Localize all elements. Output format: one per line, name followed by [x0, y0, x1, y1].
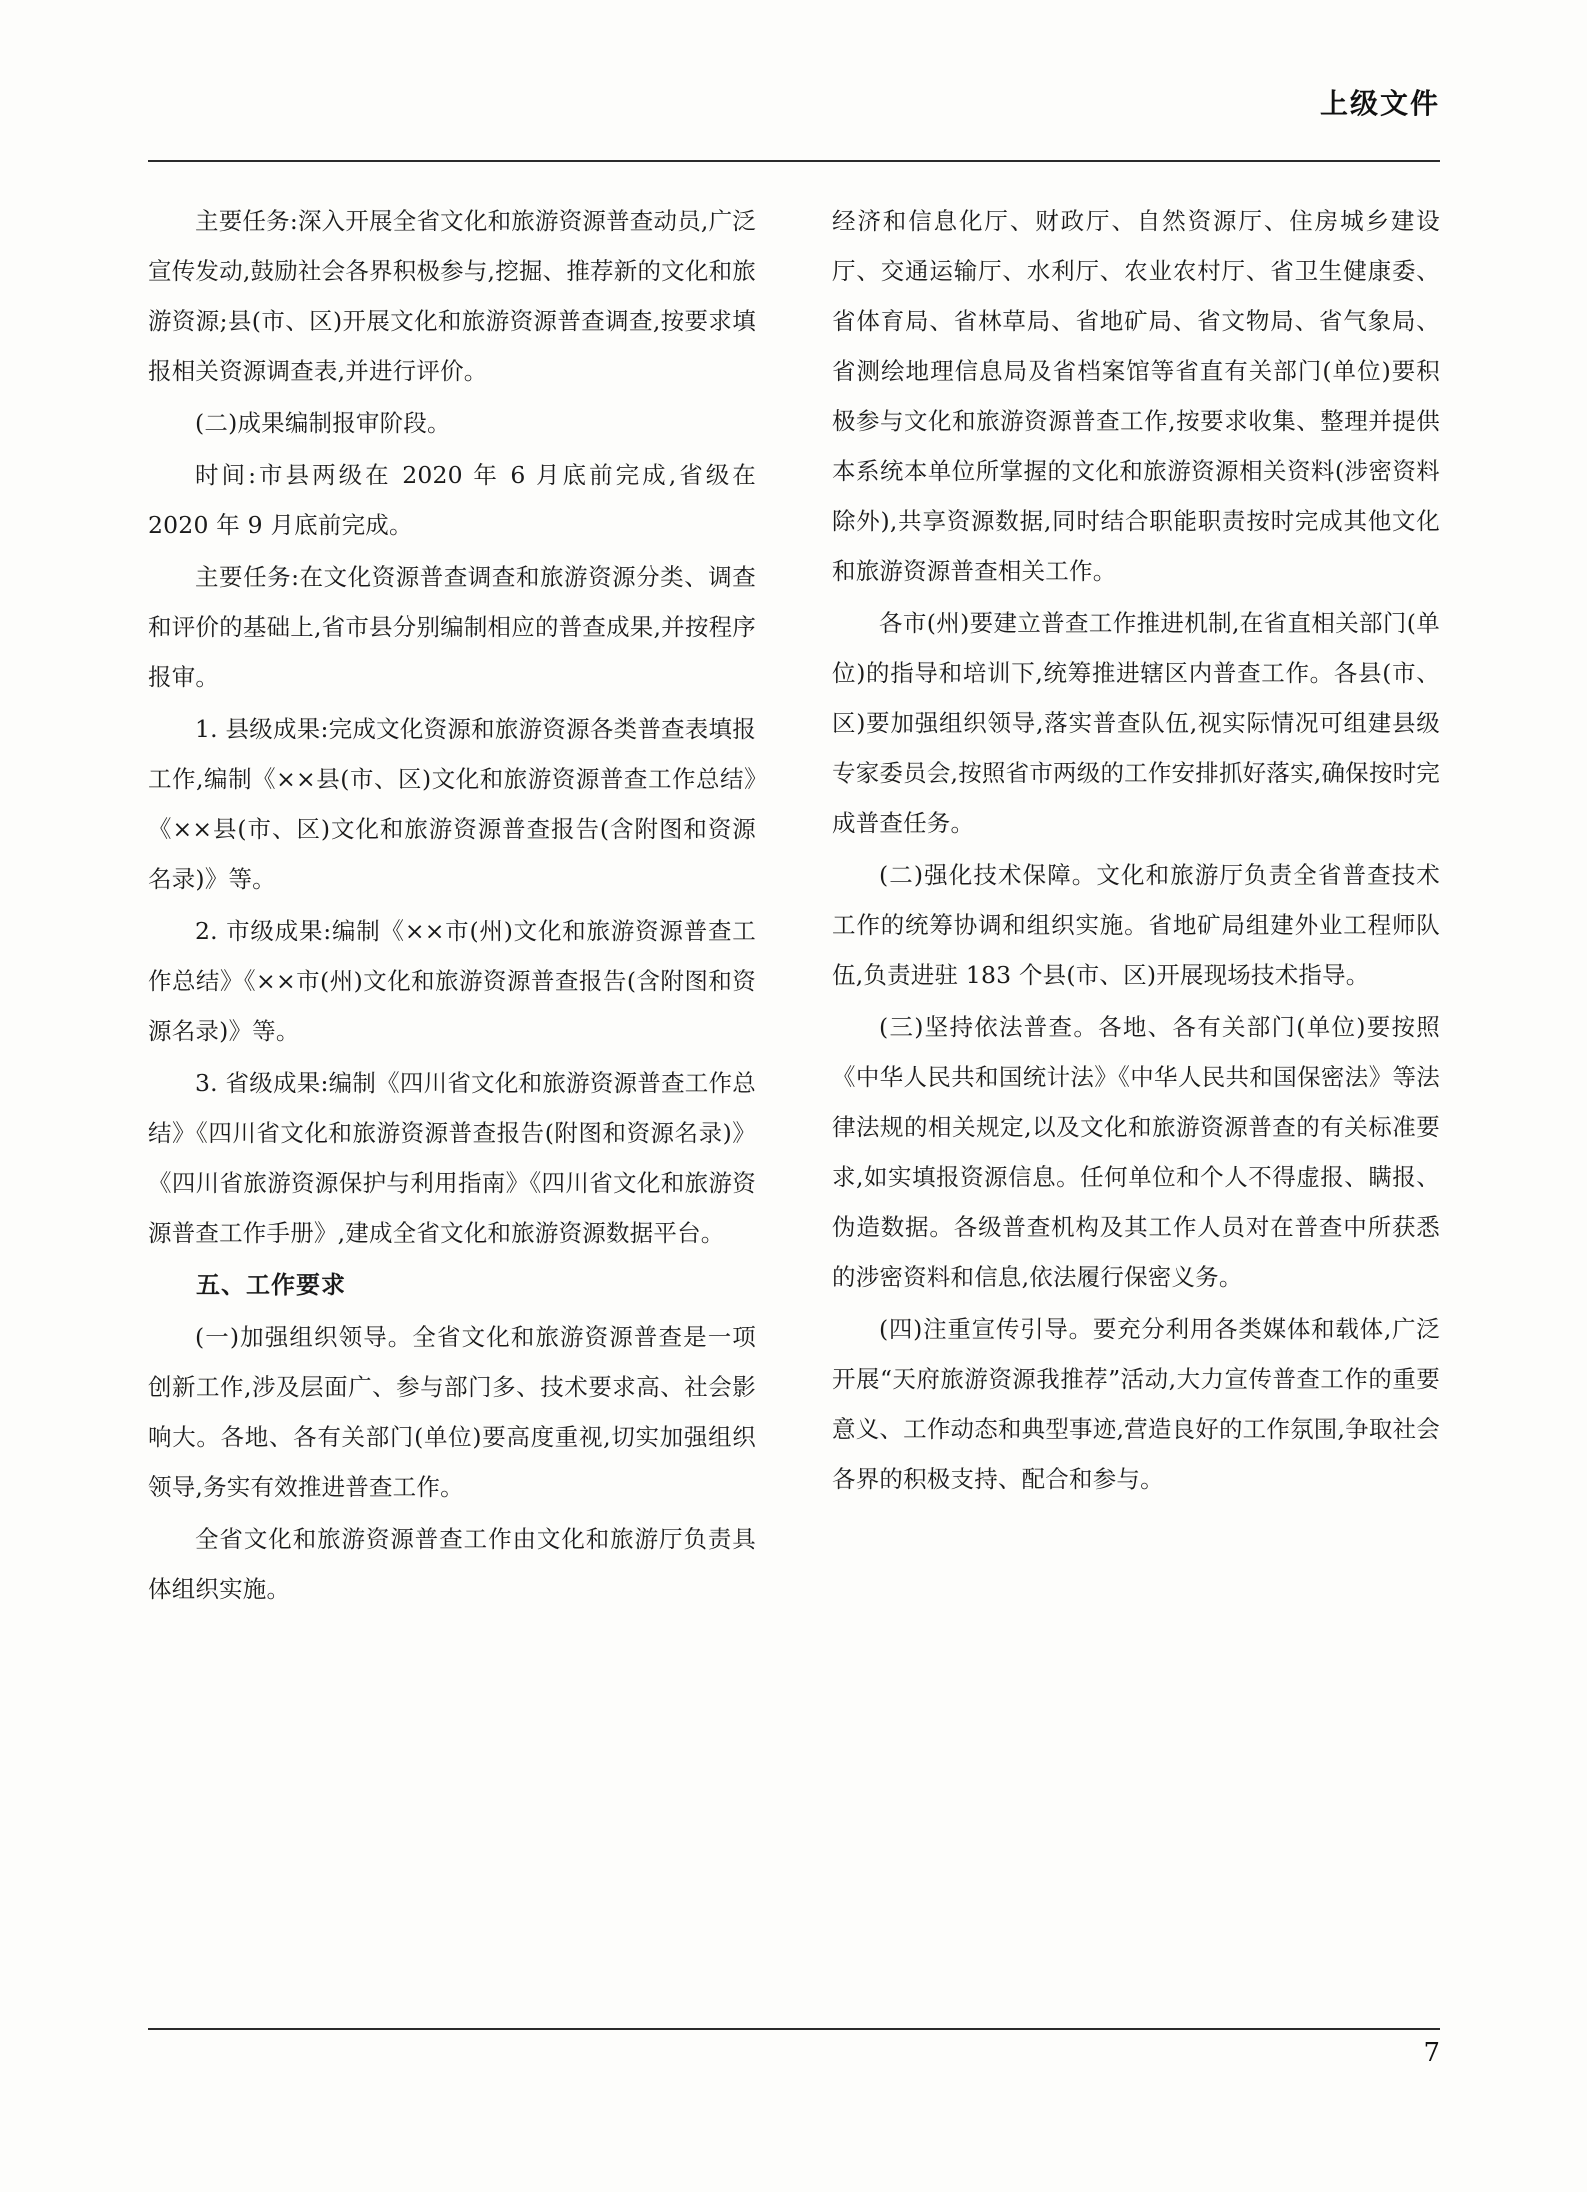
body-paragraph: 1. 县级成果:完成文化资源和旅游资源各类普查表填报工作,编制《××县(市、区)文化和旅游资源普查工作总结》《××县(市、区)文化和旅游资源普查报告(含附图和资源名录)》等。 [148, 715, 756, 893]
header-divider [148, 160, 1440, 162]
body-paragraph: (四)注重宣传引导。要充分利用各类媒体和载体,广泛开展“天府旅游资源我推荐”活动,大力宣传普查工作的重要意义、工作动态和典型事迹,营造良好的工作氛围,争取社会各界的积极支持、配合和参与。 [832, 1315, 1440, 1493]
body-paragraph: 3. 省级成果:编制《四川省文化和旅游资源普查工作总结》《四川省文化和旅游资源普查报告(附图和资源名录)》《四川省旅游资源保护与利用指南》《四川省文化和旅游资源普查工作手册》,建成全省文化和旅游资源数据平台。 [148, 1069, 756, 1247]
page-number: 7 [1423, 2038, 1440, 2068]
page-footer [148, 2028, 1440, 2074]
body-paragraph: (二)成果编制报审阶段。 [195, 409, 451, 437]
page-body [148, 196, 1440, 1616]
body-paragraph: 经济和信息化厅、财政厅、自然资源厅、住房城乡建设厅、交通运输厅、水利厅、农业农村厅、省卫生健康委、省体育局、省林草局、省地矿局、省文物局、省气象局、省测绘地理信息局及省档案馆等省直有关部门(单位)要积极参与文化和旅游资源普查工作,按要求收集、整理并提供本系统本单位所掌握的文化和旅游资源相关资料(涉密资料除外),共享资源数据,同时结合职能职责按时完成其他文化和旅游资源普查相关工作。 [832, 207, 1440, 585]
body-paragraph: 各市(州)要建立普查工作推进机制,在省直相关部门(单位)的指导和培训下,统筹推进辖区内普查工作。各县(市、区)要加强组织领导,落实普查队伍,视实际情况可组建县级专家委员会,按照省市两级的工作安排抓好落实,确保按时完成普查任务。 [832, 609, 1440, 837]
left-column [148, 196, 756, 1616]
body-paragraph: 时间:市县两级在 2020 年 6 月底前完成,省级在 2020 年 9 月底前完成。 [148, 461, 756, 539]
section-heading: 五、工作要求 [196, 1270, 346, 1299]
right-column [832, 196, 1440, 1616]
body-paragraph: 全省文化和旅游资源普查工作由文化和旅游厅负责具体组织实施。 [148, 1525, 756, 1603]
body-paragraph: (三)坚持依法普查。各地、各有关部门(单位)要按照《中华人民共和国统计法》《中华人民共和国保密法》等法律法规的相关规定,以及文化和旅游资源普查的有关标准要求,如实填报资源信息。任何单位和个人不得虚报、瞒报、伪造数据。各级普查机构及其工作人员对在普查中所获悉的涉密资料和信息,依法履行保密义务。 [832, 1013, 1440, 1291]
body-paragraph: (二)强化技术保障。文化和旅游厅负责全省普查技术工作的统筹协调和组织实施。省地矿局组建外业工程师队伍,负责进驻 183 个县(市、区)开展现场技术指导。 [832, 861, 1440, 989]
body-paragraph: 2. 市级成果:编制《××市(州)文化和旅游资源普查工作总结》《××市(州)文化和旅游资源普查报告(含附图和资源名录)》等。 [148, 917, 756, 1045]
header-title: 上级文件 [1319, 87, 1440, 120]
footer-divider [148, 2028, 1440, 2030]
body-paragraph: 主要任务:在文化资源普查调查和旅游资源分类、调查和评价的基础上,省市县分别编制相应的普查成果,并按程序报审。 [148, 563, 756, 691]
body-paragraph: 主要任务:深入开展全省文化和旅游资源普查动员,广泛宣传发动,鼓励社会各界积极参与,挖掘、推荐新的文化和旅游资源;县(市、区)开展文化和旅游资源普查调查,按要求填报相关资源调查表,并进行评价。 [148, 207, 756, 385]
body-paragraph: (一)加强组织领导。全省文化和旅游资源普查是一项创新工作,涉及层面广、参与部门多、技术要求高、社会影响大。各地、各有关部门(单位)要高度重视,切实加强组织领导,务实有效推进普查工作。 [148, 1323, 756, 1501]
page-header [148, 87, 1440, 162]
